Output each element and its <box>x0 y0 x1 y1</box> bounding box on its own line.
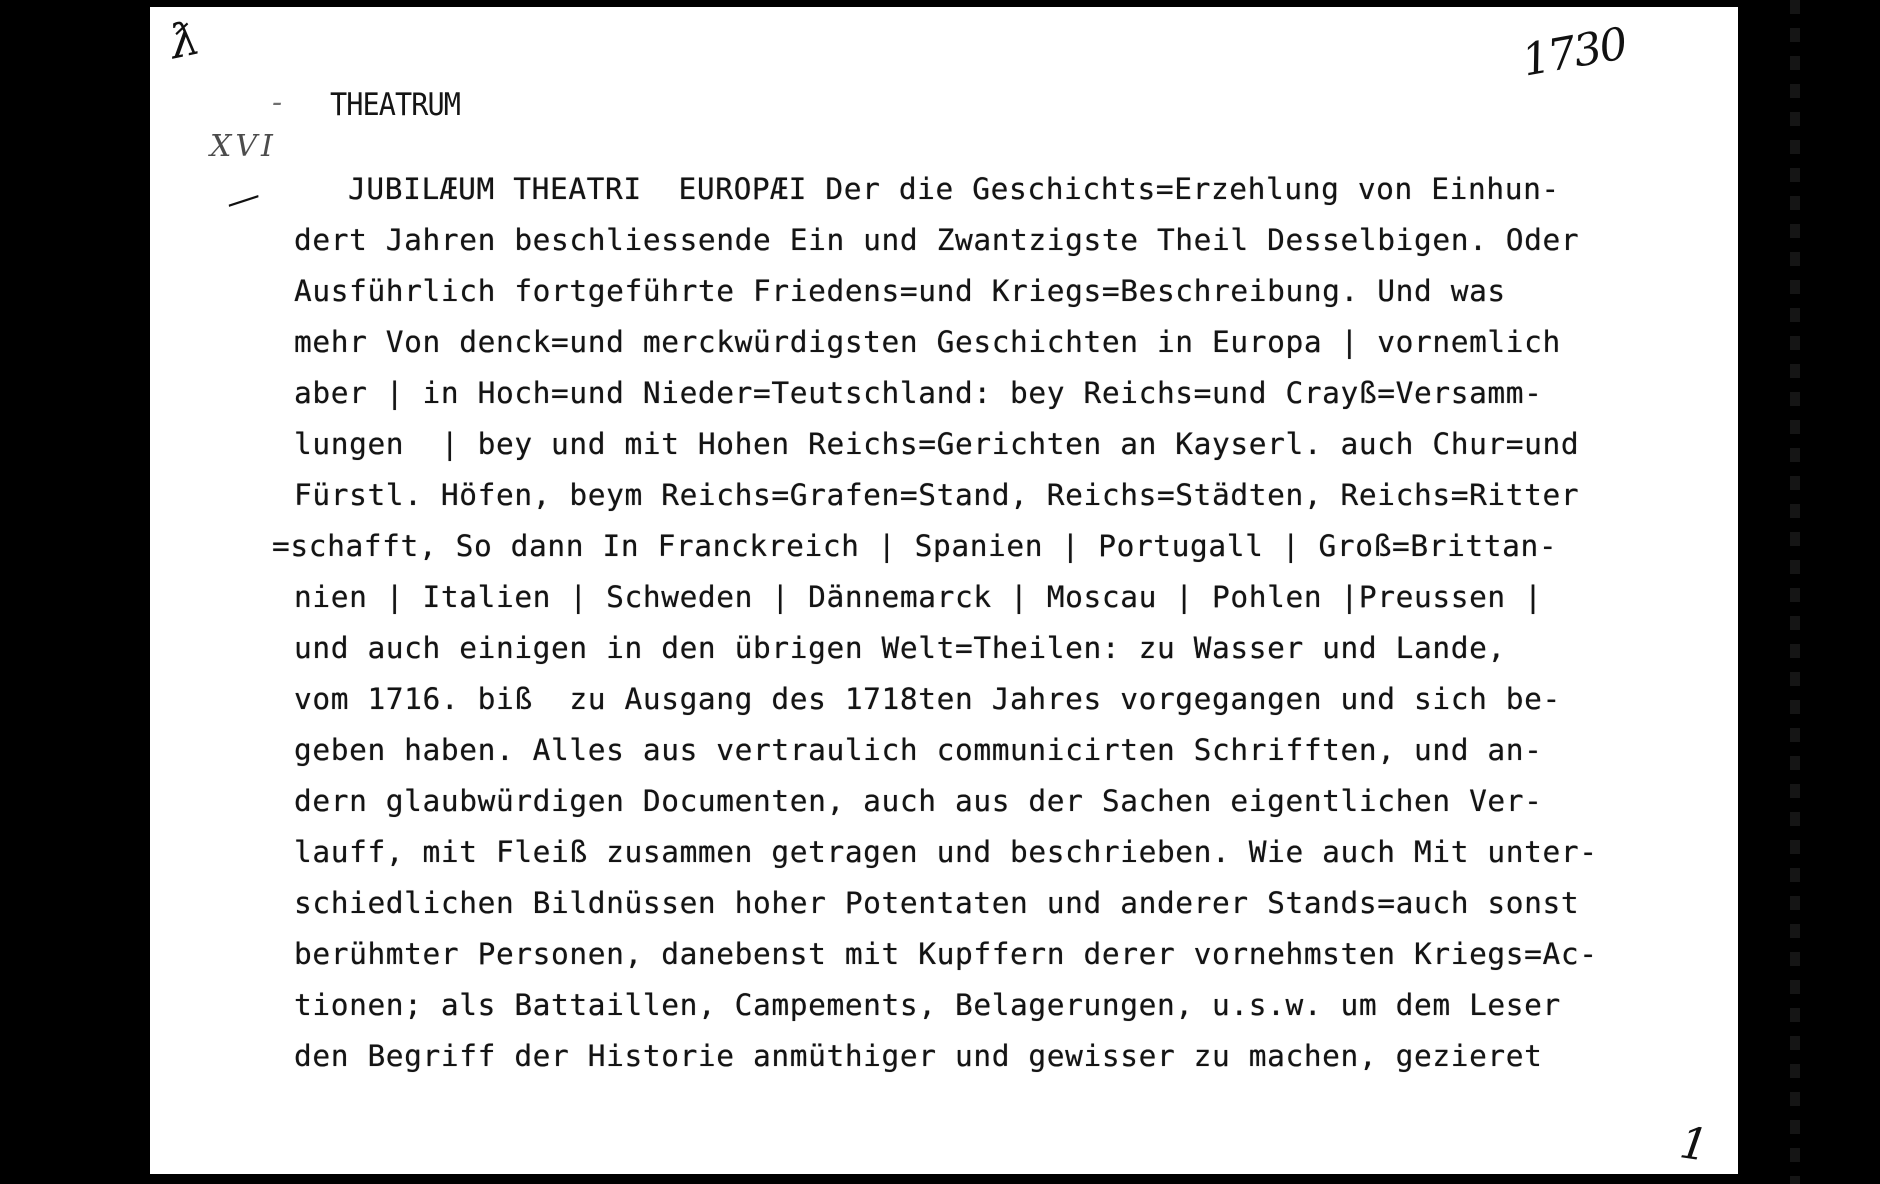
handwritten-mark-top-left: ƛ <box>164 10 205 70</box>
text-line: und auch einigen in den übrigen Welt=Theilen: zu Wasser und Lande, <box>294 631 1506 665</box>
text-line: geben haben. Alles aus vertraulich communicirten Schrifften, und an- <box>294 733 1543 767</box>
text-line: dern glaubwürdigen Documenten, auch aus der Sachen eigentlichen Ver- <box>294 784 1543 818</box>
typewritten-page <box>150 7 1738 1174</box>
handwritten-page-number: 1730 <box>1518 18 1630 87</box>
text-line: aber | in Hoch=und Nieder=Teutschland: bey Reichs=und Crayß=Versamm- <box>294 376 1543 410</box>
text-line: Ausführlich fortgeführte Friedens=und Kriegs=Beschreibung. Und was <box>294 274 1506 308</box>
text-line: mehr Von denck=und merckwürdigsten Geschichten in Europa | vornemlich <box>294 325 1561 359</box>
text-line: den Begriff der Historie anmüthiger und gewisser zu machen, gezieret <box>294 1039 1543 1073</box>
document-heading: THEATRUM <box>330 87 461 123</box>
text-line: =schafft, So dann In Franckreich | Spanien | Portugall | Groß=Brittan- <box>272 529 1558 563</box>
film-perforation-strip <box>1790 0 1800 1184</box>
handwritten-sheet-number: 1 <box>1676 1117 1712 1172</box>
scan-border-right <box>1738 0 1880 1184</box>
text-line: tionen; als Battaillen, Campements, Belagerungen, u.s.w. um dem Leser <box>294 988 1561 1022</box>
handwritten-margin-note: XVI <box>210 129 277 164</box>
text-line: berühmter Personen, danebenst mit Kupffern derer vornehmsten Kriegs=Ac- <box>294 937 1598 971</box>
text-line: lungen | bey und mit Hohen Reichs=Gerichten an Kayserl. auch Chur=und <box>294 427 1580 461</box>
margin-dash-mark: - <box>272 85 283 120</box>
text-line: dert Jahren beschliessende Ein und Zwantzigste Theil Desselbigen. Oder <box>294 223 1580 257</box>
text-line: schiedlichen Bildnüssen hoher Potentaten und anderer Stands=auch sonst <box>294 886 1580 920</box>
text-line: lauff, mit Fleiß zusammen getragen und beschrieben. Wie auch Mit unter- <box>294 835 1598 869</box>
text-line: vom 1716. biß zu Ausgang des 1718ten Jahres vorgegangen und sich be- <box>294 682 1561 716</box>
text-line: nien | Italien | Schweden | Dännemarck | Moscau | Pohlen |Preussen | <box>294 580 1543 614</box>
margin-dash-mark: — <box>220 174 266 224</box>
scan-border-left <box>0 0 150 1184</box>
text-line: JUBILÆUM THEATRI EUROPÆI Der die Geschichts=Erzehlung von Einhun- <box>348 172 1560 206</box>
text-line: Fürstl. Höfen, beym Reichs=Grafen=Stand, Reichs=Städten, Reichs=Ritter <box>294 478 1580 512</box>
